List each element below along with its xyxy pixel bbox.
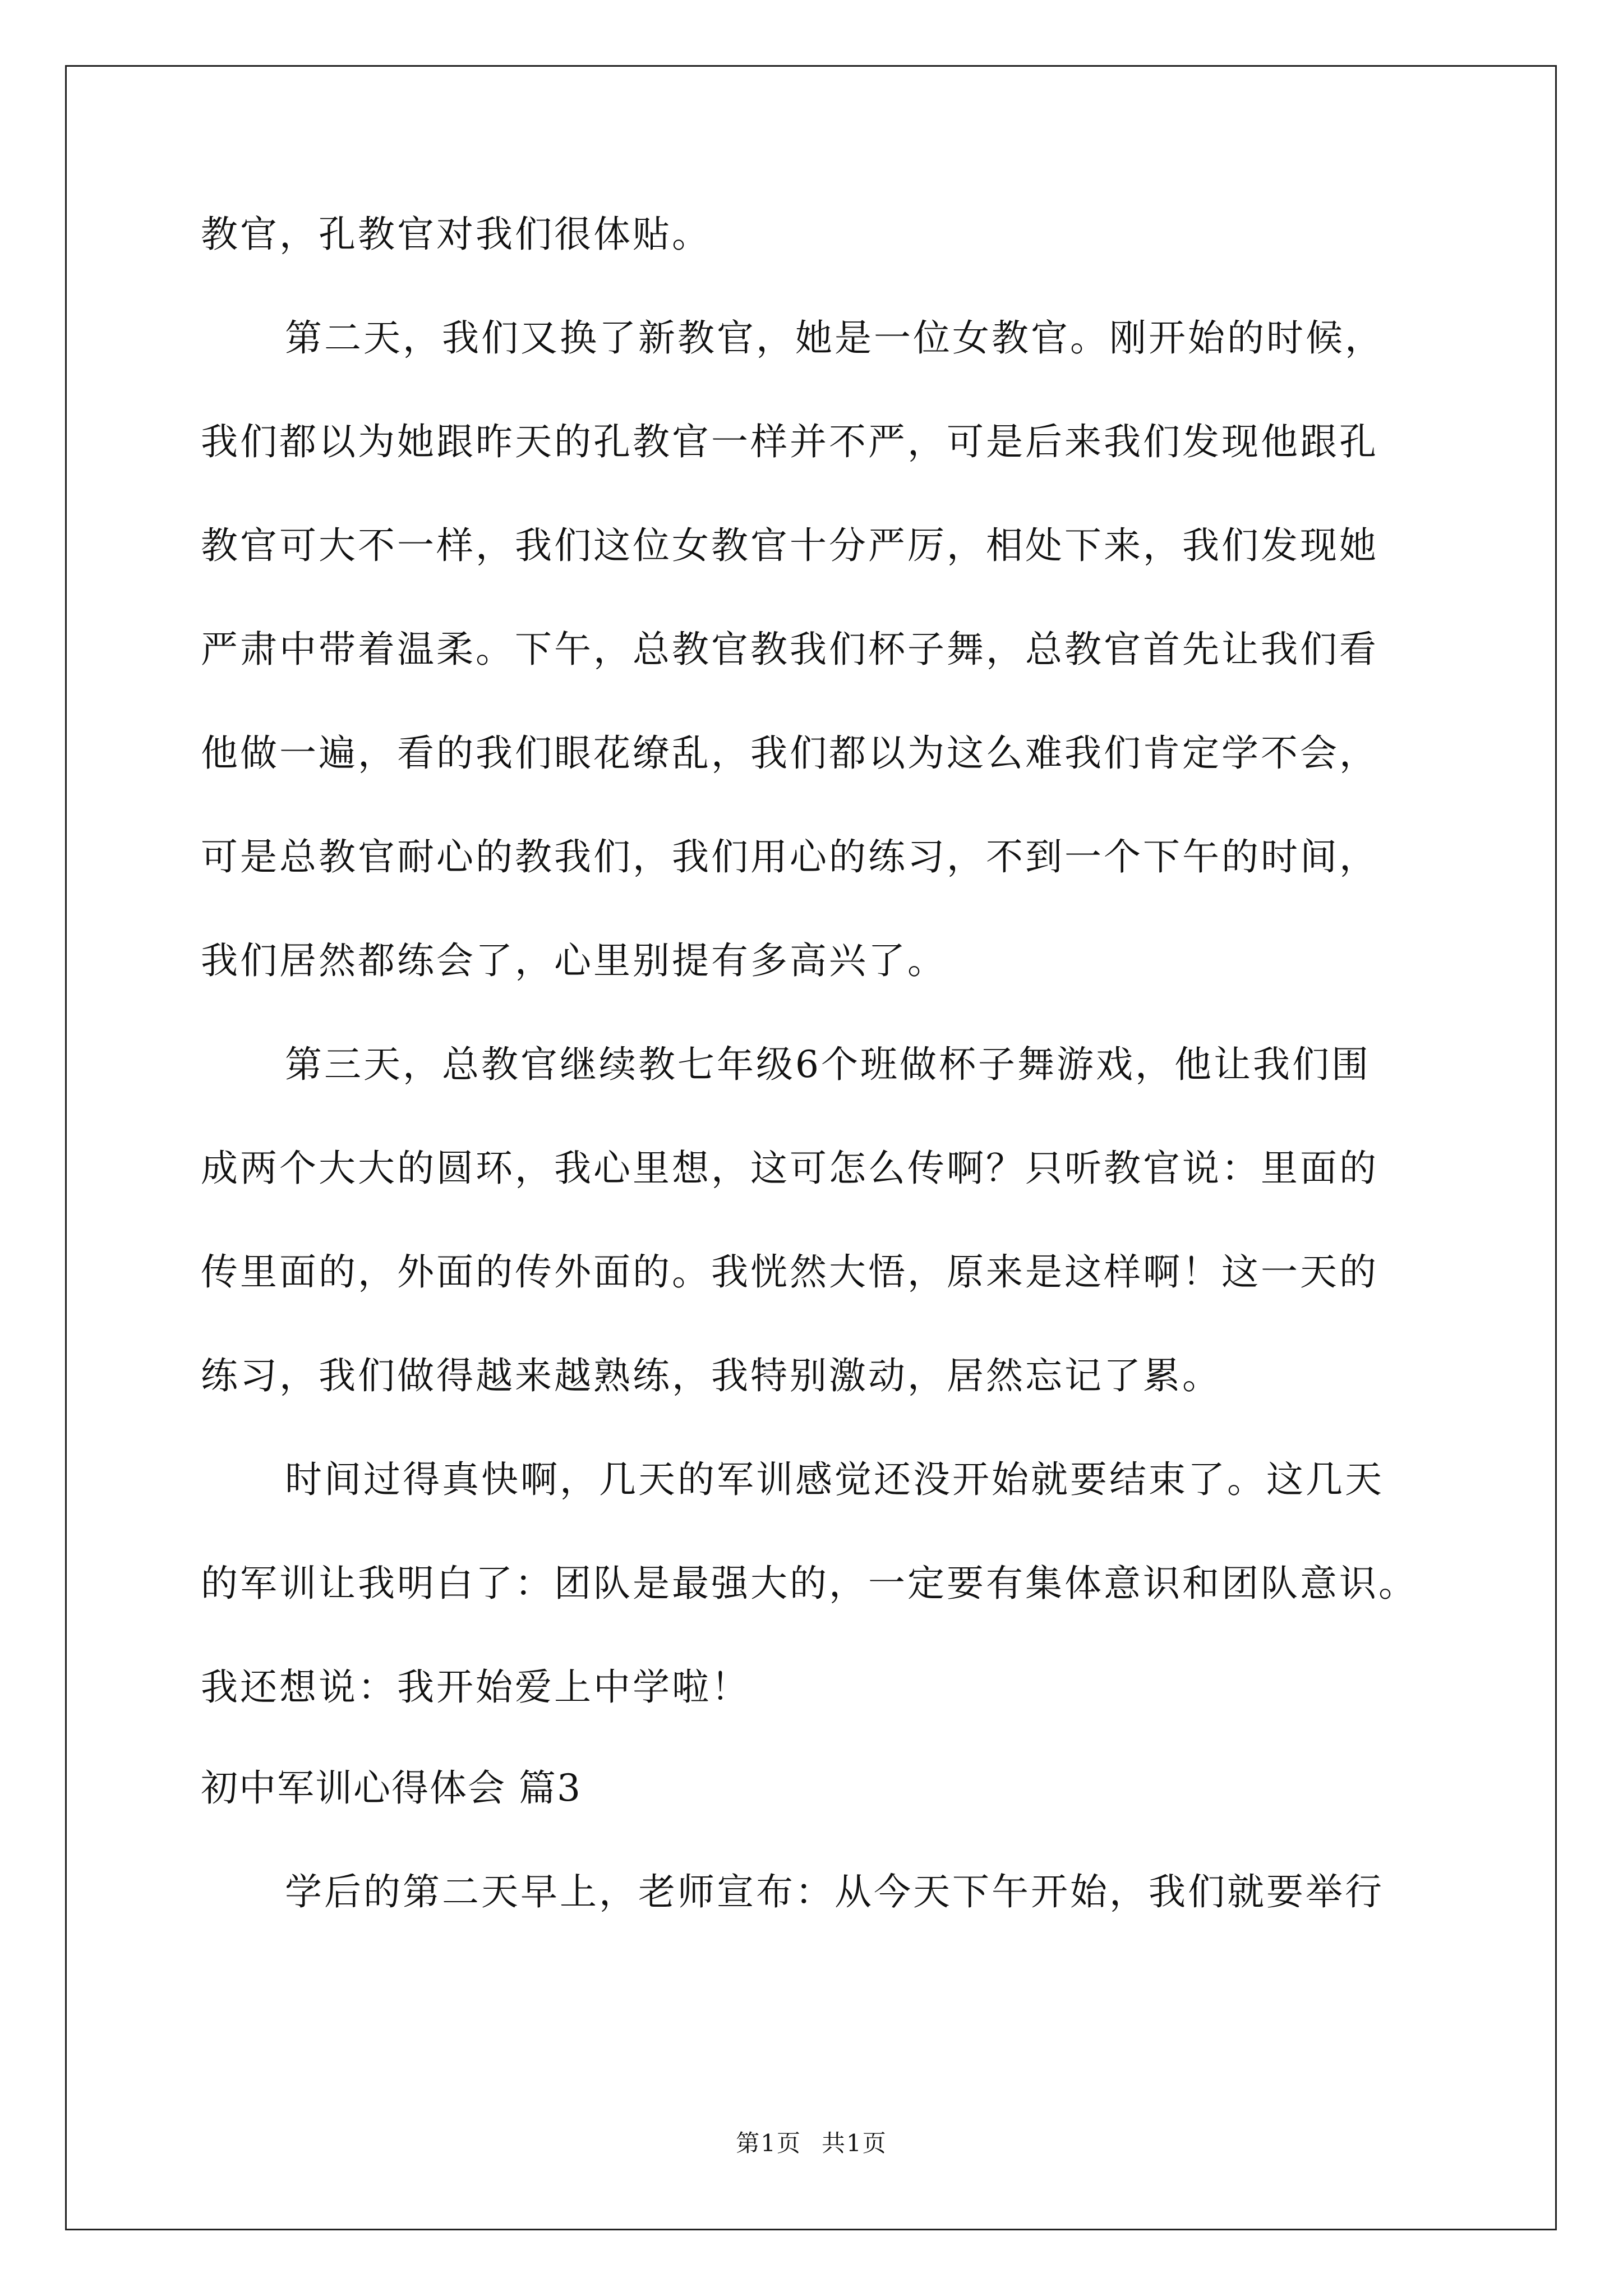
text-line: 学后的第二天早上，老师宣布：从今天下午开始，我们就要举行 [285,1870,1384,1913]
text-line: 他做一遍，看的我们眼花缭乱，我们都以为这么难我们肯定学不会， [201,731,1378,775]
text-line: 严肃中带着温柔。下午，总教官教我们杯子舞，总教官首先让我们看 [201,628,1378,671]
page-number: 第1页 [736,2129,801,2157]
text-line: 时间过得真快啊，几天的军训感觉还没开始就要结束了。这几天 [285,1458,1384,1501]
text-line: 我们居然都练会了，心里别提有多高兴了。 [201,939,947,982]
text-line: 练习，我们做得越来越熟练，我特别激动，居然忘记了累。 [201,1354,1221,1397]
section-heading: 初中军训心得体会 篇3 [201,1766,582,1810]
page-footer [0,2129,1623,2157]
page-total: 共1页 [822,2129,887,2157]
text-line: 成两个大大的圆环，我心里想，这可怎么传啊？只听教官说：里面的 [201,1147,1378,1190]
text-line: 我们都以为她跟昨天的孔教官一样并不严，可是后来我们发现他跟孔 [201,420,1378,463]
text-line: 传里面的，外面的传外面的。我恍然大悟，原来是这样啊！这一天的 [201,1250,1378,1294]
text-line: 第二天，我们又换了新教官，她是一位女教官。刚开始的时候， [285,316,1384,360]
text-line: 教官，孔教官对我们很体贴。 [201,213,711,256]
text-line: 可是总教官耐心的教我们，我们用心的练习，不到一个下午的时间， [201,835,1378,878]
text-line: 第三天，总教官继续教七年级6个班做杯子舞游戏，他让我们围 [285,1043,1371,1086]
text-line: 教官可大不一样，我们这位女教官十分严厉，相处下来，我们发现她 [201,524,1378,567]
text-line: 的军训让我明白了：团队是最强大的，一定要有集体意识和团队意识。 [201,1562,1418,1605]
text-line: 我还想说：我开始爱上中学啦！ [201,1665,750,1709]
document-body [201,0,1491,2076]
